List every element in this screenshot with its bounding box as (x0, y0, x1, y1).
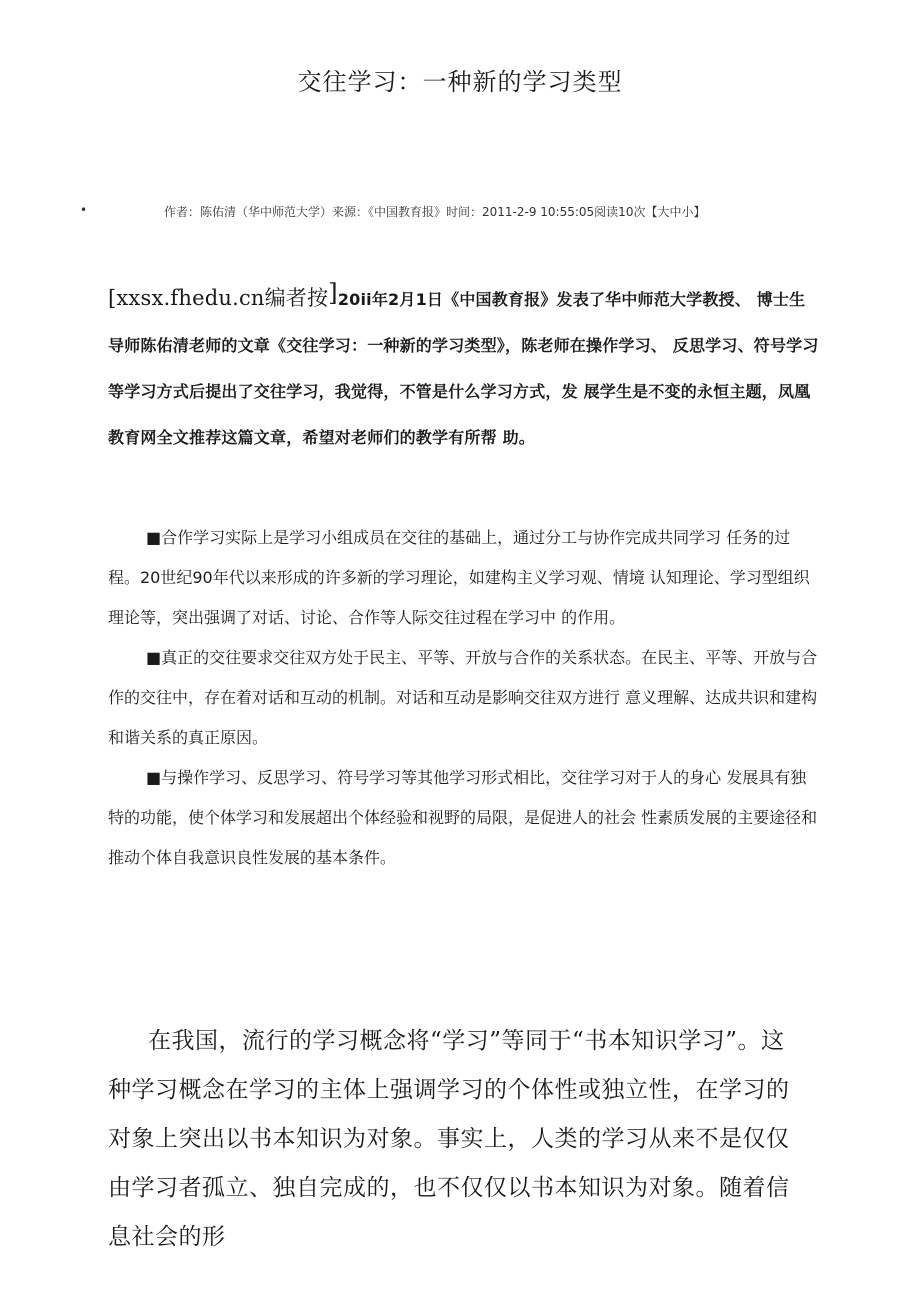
meta-text: 作者：陈佑清（华中师范大学）来源：《中国教育报》时间：2011-2-9 10:55:05阅读10次【大中小】 (164, 205, 706, 219)
editor-note-text: 20ii年2月1日《中国教育报》发表了华中师范大学教授、 博士生导师陈佑清老师的文章《交往学习：一种新的学习类型》，陈老师在操作学习、 反思学习、符号学习等学习方式后提出了交往学习，我觉得，不管是什么学习方式，发 展学生是不变的永恒主题，凤凰教育网全文推荐这篇文章，希望对老师们的教学有所帮 助。 (108, 290, 819, 447)
article-title: 交往学习：一种新的学习类型 (297, 68, 623, 96)
meta-bullet: • (80, 203, 88, 217)
key-points (108, 518, 820, 878)
key-point: ■真正的交往要求交往双方处于民主、平等、开放与合作的关系状态。在民主、平等、开放与合作的交往中，存在着对话和互动的机制。对话和互动是影响交往双方进行 意义理解、达成共识和建构和谐关系的真正原因。 (108, 648, 818, 747)
editor-note (108, 270, 820, 461)
editor-note-prefix (108, 279, 338, 310)
editor-note-source: [xxsx.fhedu.cn编者按 (108, 286, 329, 310)
editor-note-bracket: ] (328, 279, 338, 307)
key-point: ■与操作学习、反思学习、符号学习等其他学习形式相比，交往学习对于人的身心 发展具有独特的功能，使个体学习和发展超出个体经验和视野的局限，是促进人的社会 性素质发展的主要途径和推动个体自我意识良性发展的基本条件。 (108, 768, 818, 867)
key-point: ■合作学习实际上是学习小组成员在交往的基础上，通过分工与协作完成共同学习 任务的过程。20世纪90年代以来形成的许多新的学习理论，如建构主义学习观、情境 认知理论、学习型组织理论等，突出强调了对话、讨论、合作等人际交往过程在学习中 的作用。 (108, 528, 810, 627)
body-paragraph: 在我国，流行的学习概念将“学习”等同于“书本知识学习”。这种学习概念在学习的主体上强调学习的个体性或独立性，在学习的对象上突出以书本知识为对象。事实上，人类的学习从来不是仅仅由学习者孤立、独自完成的，也不仅仅以书本知识为对象。随着信息社会的形 (108, 1028, 790, 1250)
